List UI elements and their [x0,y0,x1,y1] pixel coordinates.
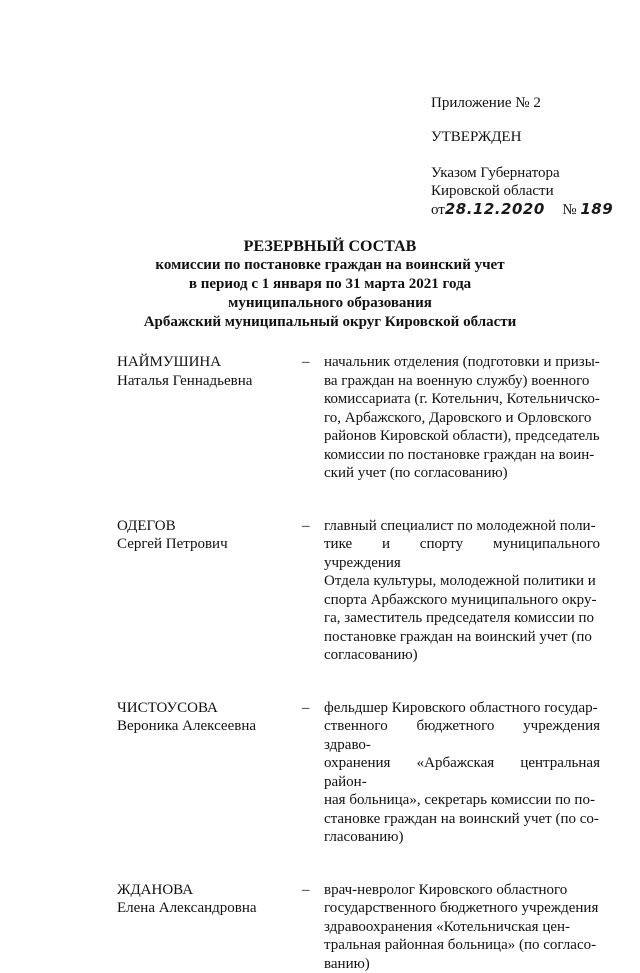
member-description [324,517,600,665]
member-dash: – [302,881,324,973]
member-entry [117,699,600,847]
handwritten-number: 189 [580,200,613,218]
member-surname: ОДЕГОВ [117,517,302,536]
title-line-4: муниципального образования [100,294,560,313]
member-dash: – [302,699,324,847]
member-given-name: Вероника Алексеевна [117,717,302,736]
title-line-2: комиссии по постановке граждан на воинский учет [100,256,560,275]
description-line: Отдела культуры, молодежной политики и [324,572,600,591]
decree-date-line [431,200,613,219]
member-surname: ЖДАНОВА [117,881,302,900]
member-name [117,517,302,665]
member-dash: – [302,353,324,483]
description-line: тике и спорту муниципального учреждения [324,535,600,572]
title-line-5: Арбажский муниципальный округ Кировской области [100,313,560,332]
description-line: тральная районная больница» (по согласо- [324,936,600,955]
members-list [117,353,600,973]
approval-block [431,94,613,219]
from-label: от [431,202,445,218]
member-dash: – [302,517,324,665]
member-entry [117,881,600,973]
description-line: ванию) [324,955,600,973]
document-title [100,237,560,332]
description-line: начальник отделения (подготовки и призы- [324,353,600,372]
description-line: постановке граждан на воинский учет (по [324,628,600,647]
description-line: ственного бюджетного учреждения здраво- [324,717,600,754]
description-line: охранения «Арбажская центральная район- [324,754,600,791]
member-name [117,699,302,847]
member-description [324,353,600,483]
description-line: спорта Арбажского муниципального окру- [324,591,600,610]
description-line: государственного бюджетного учреждения [324,899,600,918]
description-line: комиссариата (г. Котельнич, Котельничско- [324,390,600,409]
member-description [324,699,600,847]
member-name [117,353,302,483]
description-line: главный специалист по молодежной поли- [324,517,600,536]
member-given-name: Наталья Геннадьевна [117,372,302,391]
description-line: ский учет (по согласованию) [324,464,600,483]
member-given-name: Елена Александровна [117,899,302,918]
description-line: здравоохранения «Котельничская цен- [324,918,600,937]
member-surname: ЧИСТОУСОВА [117,699,302,718]
description-line: районов Кировской области), председатель [324,427,600,446]
member-name [117,881,302,973]
description-line: комиссии по постановке граждан на воин- [324,446,600,465]
handwritten-date: 28.12.2020 [445,200,545,218]
description-line: ная больница», секретарь комиссии по по- [324,791,600,810]
member-surname: НАЙМУШИНА [117,353,302,372]
number-label: № [562,202,576,218]
member-entry [117,353,600,483]
decree-line-1: Указом Губернатора [431,164,613,182]
title-main: РЕЗЕРВНЫЙ СОСТАВ [100,237,560,256]
description-line: ва граждан на военную службу) военного [324,372,600,391]
title-line-3: в период с 1 января по 31 марта 2021 года [100,275,560,294]
description-line: го, Арбажского, Даровского и Орловского [324,409,600,428]
description-line: становке граждан на воинский учет (по со- [324,810,600,829]
description-line: врач-невролог Кировского областного [324,881,600,900]
description-line: гласованию) [324,828,600,847]
member-given-name: Сергей Петрович [117,535,302,554]
member-description [324,881,600,973]
approved-label: УТВЕРЖДЕН [431,128,613,146]
description-line: га, заместитель председателя комиссии по [324,609,600,628]
decree-line-2: Кировской области [431,182,613,200]
appendix-label: Приложение № 2 [431,94,613,112]
description-line: согласованию) [324,646,600,665]
description-line: фельдшер Кировского областного государ- [324,699,600,718]
member-entry [117,517,600,665]
